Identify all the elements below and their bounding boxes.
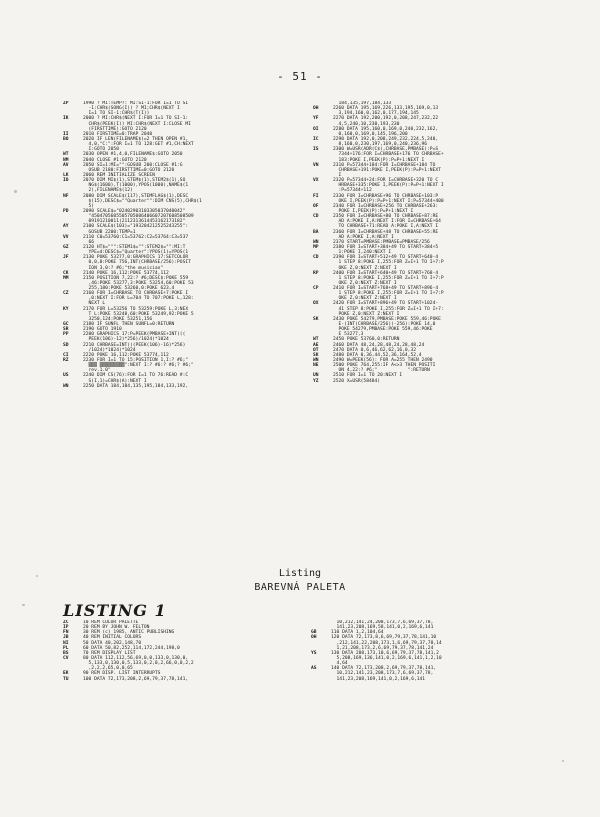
checksum-label: OF xyxy=(313,203,319,209)
checksum-label: CV xyxy=(63,655,69,661)
code-text: 2080 DIM SCALE$(117),STEMFLAG$(1),DESC xyxy=(83,193,189,199)
checksum-label: UN xyxy=(313,373,319,379)
checksum-label: AY xyxy=(63,224,69,230)
checksum-label: KY xyxy=(63,306,69,312)
code-text: I:GOTO 2050 xyxy=(83,147,119,153)
code-line xyxy=(311,677,567,682)
code-text: ON 4,22:? #6;" ":RETURN xyxy=(333,368,430,374)
code-text: 2220 POKE 16,112:POKE 53774,112 xyxy=(83,352,169,358)
code-text: 2450 POKE 53760,0:RETURN xyxy=(333,337,400,343)
checksum-label: WT xyxy=(313,337,319,343)
code-text: AD A:POKE I,A:NEXT I:FOR I=CHRBASE+64 xyxy=(333,219,441,225)
code-text: 2410 FOR I=START+768+49 TO START+896-4 xyxy=(333,286,439,292)
code-text: 5,208,169,136,141,0,2,169,6,141,1,2,10 xyxy=(331,655,442,661)
code-text: 1990 ? MI:TEMP?: MI:SI-1:FOR I=1 TO SI xyxy=(83,101,189,106)
checksum-label: CK xyxy=(63,270,69,276)
code-text: 90 REM DISP. LIST INTERRUPTS xyxy=(83,671,161,677)
code-text: 2500 POKE 764,255:IF A<>3 THEN POSITI xyxy=(333,363,436,369)
code-text: 2460 DATA 48,24,28,48,24,28,48,24 xyxy=(333,342,425,348)
checksum-label: TU xyxy=(63,676,69,682)
code-text: 2250 DATA 184,184,135,195,184,133,192, xyxy=(83,383,189,389)
code-text: NG$(1600),T(1000),YPOS(1000),NAME$(1 xyxy=(83,183,189,189)
checksum-label: FN xyxy=(63,630,69,636)
checksum-label: YS xyxy=(311,650,317,656)
code-text: T L:POKE 53248,60:POKE 53249,92:POKE 5 xyxy=(83,311,194,317)
checksum-label: GC xyxy=(63,322,69,328)
code-line xyxy=(63,677,319,682)
code-text: POKE Z,0:NEXT Z:NEXT I xyxy=(333,311,400,317)
code-text: ,2,2,2,65,0,0,65 xyxy=(83,666,133,672)
checksum-label: RP xyxy=(313,270,319,276)
scan-speck xyxy=(22,604,25,606)
checksum-label: II xyxy=(63,131,69,137)
scan-speck xyxy=(562,760,564,762)
checksum-label: GB xyxy=(311,630,317,636)
code-text: 10,212,141,23,208,173,7,6,69,37,78, xyxy=(331,671,434,677)
code-text: YPE=4:DESC$="Quarter":YPOS(1)=YPOS(1 xyxy=(83,250,189,256)
checksum-label: AV xyxy=(63,162,69,168)
code-text: 2430 POKE 54279,PMBASE:POKE 559,46:POKE xyxy=(333,316,441,322)
code-text: 2210 CHRBASE=INT(((PEEK(106)-16)*256) xyxy=(83,342,186,348)
code-text: NEXT L xyxy=(83,301,106,307)
code-text: 4,5,240,10,230,193,230 xyxy=(333,121,400,127)
checksum-label: YZ xyxy=(313,378,319,384)
code-text: POKE I,PEEK(P):P=P+1:NEXT I xyxy=(333,208,414,214)
code-text: 2060 REM INITIALIZE SCREEN xyxy=(83,172,155,178)
code-text: 110 DATA 1,2,104,64 xyxy=(331,630,384,636)
checksum-label: IS xyxy=(313,147,319,153)
code-text: 255,180:POKE 53260,0:POKE 623,4 xyxy=(83,286,175,292)
code-text: 2370 START=PMBASE:PMBASE=PMBASE/256 xyxy=(333,239,430,245)
code-text: :P=57344+112 xyxy=(333,188,372,194)
checksum-label: GZ xyxy=(63,244,69,250)
code-text: 4,64 xyxy=(331,661,348,667)
code-text: 2090 SCALE$="02402903103305037040042" xyxy=(83,208,186,214)
code-text: 0,160,0,169,0,145,196,200 xyxy=(333,131,408,137)
checksum-label: BO xyxy=(63,136,69,142)
code-text: 2120 HT$=""":STEM1$="":STEM2$="":MI:T xyxy=(83,244,186,250)
code-text: 09191210011(2112313614453162173182" xyxy=(83,219,186,225)
checksum-label: CD xyxy=(313,214,319,220)
code-text: 2150 POSITION 7,22:? #6;DESC$:POKE 559 xyxy=(83,275,189,281)
checksum-label: BA xyxy=(313,229,319,235)
checksum-label: NE xyxy=(313,363,319,369)
code-text: 3250,124:POKE 53251,156 xyxy=(83,316,153,322)
code-text: 2140 POKE 16,112:POKE 53774,112 xyxy=(83,270,169,276)
checksum-label: JF xyxy=(63,255,69,261)
code-text: HRBASE+335:POKE I,PEEK(P):P=P+1:NEXT I xyxy=(333,183,444,189)
code-text: 2040 CLOSE #1:GOTO 2120 xyxy=(83,157,147,163)
code-line xyxy=(313,379,569,384)
code-text: 100 DATA 72,173,208,2,69,79,37,78,141, xyxy=(83,676,189,682)
code-text: /1024)*1024)*1024 xyxy=(83,347,136,353)
listing-caption-title: Listing xyxy=(278,568,322,579)
code-text: 3,194,160,0,162,0,177,194,145 xyxy=(333,111,419,117)
code-text: 20 REM BY JOHN W. FELTON xyxy=(83,625,150,631)
checksum-label: BS xyxy=(63,650,69,656)
code-text: 2400 FOR I=START+640+49 TO START+768-4 xyxy=(333,270,439,276)
code-text: (FIRSTTIME):GOTO 2120 xyxy=(83,126,147,132)
checksum-label: OH xyxy=(311,635,317,641)
code-text: ION 3,0:? #6;"the musician" xyxy=(83,265,164,271)
checksum-label: IC xyxy=(313,136,319,142)
checksum-label: EK xyxy=(63,671,69,677)
code-text: 41 STEP 8:POKE I,255:FOR Z=I+1 TO I+7: xyxy=(333,306,444,312)
code-text: "4504705605505705006406607207608508509 xyxy=(83,214,194,220)
code-text: 66 xyxy=(83,239,95,245)
code-text: 2000 ? MI:CHR$(NEXT I:FOR I=1 TO SI-1: xyxy=(83,116,189,122)
checksum-label: LK xyxy=(63,172,69,178)
code-text: 1 STEP 8:POKE I,255:FOR Z=I+1 TO I+7:P xyxy=(333,260,444,266)
code-text: ▒▒▒ ▒▒▒▒▒▒▒▒▒":NEXT I:? #6:? #6;? #6;" xyxy=(83,363,194,369)
checksum-label: NI xyxy=(63,640,69,646)
code-text: 5) xyxy=(83,203,95,209)
code-text: 1 STEP 8:POKE I,255:FOR Z=I+1 TO I+7:P xyxy=(333,291,444,297)
code-text: 2340 FOR I=CHRBASE+256 TO CHRBASE+263: xyxy=(333,203,439,209)
checksum-label: FI xyxy=(313,193,319,199)
checksum-label: MM xyxy=(63,275,69,281)
code-text: 141,23,208,169,58,141,0,2,169,6,141 xyxy=(331,625,434,631)
code-text: 2390 FOR I=START+512+49 TO START+640-4 xyxy=(333,255,439,261)
code-text: 2030 OPEN #1,4,0,FILENAME$:GOTO 2050 xyxy=(83,152,183,158)
code-text: 10 REM COLOR PALETTE xyxy=(83,620,139,625)
code-text: 2290 DATA 192,0,208,249,232,224,5,240, xyxy=(333,136,439,142)
code-text: OKE Z,0:NEXT Z:NEXT I xyxy=(333,296,397,302)
checksum-label: WN xyxy=(63,383,69,389)
code-text: 50 DATA 40,202,148,70 xyxy=(83,640,142,646)
code-text: 5,133,0,130,0,5,133,0,2,0,2,66,0,0,2,2 xyxy=(83,661,194,667)
code-text: 140 DATA 72,173,208,2,69,79,37,78,141, xyxy=(331,666,437,672)
code-text: 0,0,0:POKE 756,INT(CHRBASE/256):POSIT xyxy=(83,260,191,266)
code-text: 184,135,197,184,133 xyxy=(333,101,392,106)
checksum-label: CD xyxy=(313,255,319,261)
code-text: I=1 TO SI-1:CHR$(T(I)) xyxy=(83,111,150,117)
checksum-label: CI xyxy=(63,352,69,358)
code-text: 2260 DATA 195,169,226,133,195,169,0,13 xyxy=(333,106,439,112)
code-text: CHRBASE+191:POKE I,PEEK(P):P=P+1:NEXT xyxy=(333,167,441,173)
checksum-label: WN xyxy=(313,358,319,364)
checksum-label: WN xyxy=(313,239,319,245)
checksum-label: OX xyxy=(313,301,319,307)
code-text: 2270 DATA 192,200,192,0,208,247,232,22 xyxy=(333,116,439,122)
listing-heading: LISTING 1 xyxy=(63,601,167,620)
code-text: E-(INT(CHRBASE/256))-256):POKE 14,0 xyxy=(333,322,436,328)
checksum-label: SK xyxy=(313,352,319,358)
code-line xyxy=(63,384,317,389)
code-text: rev.1.0" xyxy=(83,368,111,374)
code-text: 70 REM DISPLAY LIST xyxy=(83,650,136,656)
code-text: E 53277,3 xyxy=(333,332,364,338)
code-text: 60 DATA 50,82,252,114,172,244,198,0 xyxy=(83,645,180,651)
scan-speck xyxy=(36,575,38,577)
code-text: 2200 GRAPHICS 17:P=PEEK(PMBASE+INT((( xyxy=(83,332,186,338)
checksum-label: NM xyxy=(63,157,69,163)
code-text: 2070 DIM MI$(1),STEM$(1),STEM2$(1),SO xyxy=(83,178,186,184)
checksum-label: VV xyxy=(63,234,69,240)
checksum-label: CZ xyxy=(63,291,69,297)
code-text: POKE 54279,PMBASE:POKE 559,46:POKE xyxy=(333,327,433,333)
code-text: 2240 DIM CS(76):FOR I=1 TO 76:READ #:C xyxy=(83,373,189,379)
listing-column-upper-right xyxy=(313,101,569,384)
checksum-label: SD xyxy=(63,342,69,348)
code-text: 8,160,0,230,197,169,0,240,236,96 xyxy=(333,142,428,148)
code-text: 2130 POKE 53277,0:GRAPHICS 17:SETCOLOR xyxy=(83,255,189,261)
listing-column-upper-left xyxy=(63,101,317,389)
code-text: 7344+176:FOR I=CHRBASE+176 TO CHRBASE+ xyxy=(333,152,444,158)
listing-column-lower-right xyxy=(311,620,567,682)
code-text: 2300 W=USR(ADR(C$),CHRBASE,PMBASE):P=S xyxy=(333,147,439,153)
checksum-label: IO xyxy=(63,178,69,184)
checksum-label: RZ xyxy=(63,358,69,364)
listing-column-lower-left xyxy=(63,620,319,682)
checksum-label: VX xyxy=(313,178,319,184)
code-text: 2020 IF LEN(FILENAME$)=2 THEN OPEN #1, xyxy=(83,136,189,142)
code-text: 2),FILENAME$(12) xyxy=(83,188,133,194)
checksum-label: OT xyxy=(313,347,319,353)
code-text: -1:CHR$(SONG(I)) ? MI;CHR$(NEXT I xyxy=(83,106,180,112)
checksum-label: ZP xyxy=(63,101,69,106)
code-text: OKE I,PEEK(P):P=P+1:NEXT I:P=57344+400 xyxy=(333,198,444,204)
code-text: 1,21,208,173,2,6,69,79,37,78,141,24 xyxy=(331,645,434,651)
code-text: OSUB 2180:FIRSTTIME=0:GOTO 2120 xyxy=(83,167,175,173)
code-text: GOSUB 2200:TEMP=1 xyxy=(83,229,136,235)
checksum-label: CP xyxy=(313,286,319,292)
code-text: 2320 P=57344+24:FOR I=CHRBASE+320 TO C xyxy=(333,178,439,184)
checksum-label: ZC xyxy=(63,620,69,625)
code-text: 2310 P=57344+184:FOR I=CHRBASE+184 TO xyxy=(333,162,436,168)
code-text: 183:POKE I,PEEK(P):P=P+1:NEXT I xyxy=(333,157,425,163)
code-text: 1 STEP 8:POKE I,255:FOR Z=I+1 TO I+7:P xyxy=(333,275,444,281)
checksum-label: SK xyxy=(313,316,319,322)
checksum-label: PL xyxy=(63,645,69,651)
listing-caption-subtitle: BAREVNÁ PALETA xyxy=(254,582,346,593)
checksum-label: AE xyxy=(313,342,319,348)
checksum-label: OH xyxy=(313,106,319,112)
checksum-label: SR xyxy=(63,327,69,333)
code-text: $(15),DESC$=""Quarter"":DIM CNS(5),CHR$(1 xyxy=(83,198,202,204)
code-text: 2380 FOR I=START+384+49 TO START+384+5 xyxy=(333,244,439,250)
code-text: 10,212,141,24,208,173,7,6,69,37,78, xyxy=(331,620,434,625)
code-text: 130 DATA 208,173,10,6,69,79,37,78,141,2 xyxy=(331,650,439,656)
code-text: 2520 X=USR(58484) xyxy=(333,378,381,384)
code-text: 120 DATA 72,173,8,6,69,79,37,78,141,10 xyxy=(331,635,437,641)
code-text: 2420 FOR I=START+896+49 TO START+1024- xyxy=(333,301,439,307)
checksum-label: IP xyxy=(63,625,69,631)
code-text: ,46:POKE 53277,3:POKE 53254,60:POKE 53 xyxy=(83,280,194,286)
code-text: 2350 FOR I=CHRBASE+80 TO CHRBASE+87:RE xyxy=(333,214,439,220)
checksum-label: JB xyxy=(63,635,69,641)
code-text: 2010 FIRSTIME=0:TRAP 2040 xyxy=(83,131,153,137)
checksum-label: US xyxy=(63,373,69,379)
checksum-label: PD xyxy=(63,208,69,214)
checksum-label: YF xyxy=(313,116,319,122)
checksum-label: WT xyxy=(63,152,69,158)
code-text: ,0:NEXT I:FOR L=704 TO 707:POKE L,128: xyxy=(83,296,194,302)
checksum-label: IK xyxy=(63,116,69,122)
code-text: 2110 C0=53760:C1=53762:C2=53764:C3=537 xyxy=(83,234,189,240)
checksum-label: PP xyxy=(63,332,69,338)
checksum-label: OI xyxy=(313,126,319,132)
code-text: 4,0,"C:":FOR I=1 TO 128:GET #1,CH:NEXT xyxy=(83,142,194,148)
code-text: 2280 DATA 195,160,0,169,0,240,232,162, xyxy=(333,126,439,132)
checksum-label: VN xyxy=(313,162,319,168)
code-text: 2330 FOR I=CHRBASE+96 TO CHRBASE+103:P xyxy=(333,193,439,199)
checksum-label: NF xyxy=(63,193,69,199)
code-text: 2190 GOTO 1910 xyxy=(83,327,122,333)
code-text: 2480 DATA 0,36,44,52,36,164,52,4 xyxy=(333,352,422,358)
code-text: 2490 W=PEEK(56): FOR A=255 THEN 2490 xyxy=(333,358,433,364)
code-text: 40 REM INITIAL COLORS xyxy=(83,635,142,641)
code-text: AD A:POKE I,A:NEXT I xyxy=(333,234,394,240)
code-text: I xyxy=(333,172,342,178)
code-text: 2160 FOR I=CHRBASE TO CHRBASE+7:POKE I xyxy=(83,291,189,297)
code-text: 141,23,208,169,141,0,2,169,6,141 xyxy=(331,676,426,682)
code-text: CHR$(PEEK(I)) MI:CHR$(NEXT I:CLOSE MI xyxy=(83,121,191,127)
code-text: 2470 DATA 0,6,46,62,62,16,0,32 xyxy=(333,347,416,353)
code-text: OKE Z,0:NEXT Z:NEXT I xyxy=(333,265,397,271)
checksum-label: AS xyxy=(311,666,317,672)
code-text: 30 REM (c) 1985, ANTIC PUBLISHING xyxy=(83,630,175,636)
code-text: 2180 IF SUNFL THEN SUNFL=0:RETURN xyxy=(83,322,175,328)
code-text: 2050 SI=1:MI="":GOSUB 200:CLOSE #1:G xyxy=(83,162,183,168)
code-text: 80 DATA 112,112,56,69,0,0,133,0,130,0, xyxy=(83,655,189,661)
code-text: OKE Z,0:NEXT Z:NEXT I xyxy=(333,280,397,286)
code-text: ,212,141,22,208,173,1,6,69,79,37,78,14 xyxy=(331,640,442,646)
page-number: - 51 - xyxy=(277,70,323,83)
code-text: 2170 FOR L=53256 TO 53259:POKE L,3:NEX xyxy=(83,306,189,312)
code-text: 1:POKE I,240:NEXT I xyxy=(333,250,392,256)
code-text: 2100 SCALE$(103)="193204212525243255": xyxy=(83,224,189,230)
code-text: 2360 FOR I=CHRBASE+48 TO CHRBASE+55:RE xyxy=(333,229,439,235)
code-text: 2510 FOR I=1 TO 20:NEXT I xyxy=(333,373,403,379)
code-text: S(I,1)=CHR$(A):NEXT I xyxy=(83,378,147,384)
code-text: 2230 FOR I=1 TO 15:POSITION 1,I:? #6;" xyxy=(83,358,189,364)
scan-speck xyxy=(14,190,17,193)
checksum-label: MP xyxy=(313,244,319,250)
code-text: PEEK(106)-12)*256)/1024)*1024 xyxy=(83,337,169,343)
code-text: TO CHRBASE+71:READ A:POKE I,A:NEXT I xyxy=(333,224,439,230)
